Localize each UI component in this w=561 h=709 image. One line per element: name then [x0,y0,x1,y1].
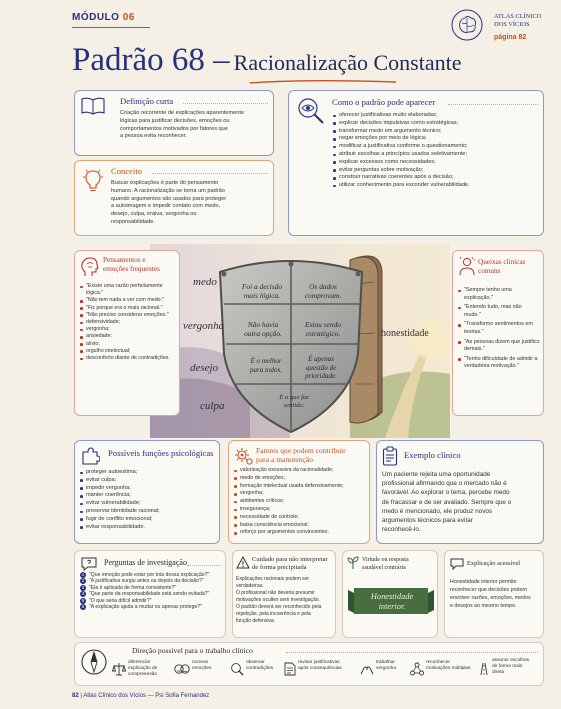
atlas-line-2: DOS VÍCIOS [494,20,530,28]
thoughts-item: desconforto diante de contradições. [80,355,176,362]
factors-title [256,446,346,464]
clipboard-icon [382,446,398,466]
direction-step-2 [174,660,228,684]
module-text: MÓDULO [72,12,120,23]
step-label [128,660,157,677]
question-text: "Que parte da responsabilidade está sendo evitada?" [89,591,210,598]
thoughts-item: "Não tem nada a ver com medo." [80,297,176,304]
explanation-line: Honestidade interior permite [450,579,517,585]
direction-step-4 [284,660,356,684]
page-number-label: página 82 [494,34,527,41]
scale-icon [112,662,126,676]
step-line: compreensão [128,671,158,677]
example-line: Um paciente rejeita uma oportunidade [382,471,491,478]
functions-list [80,469,216,531]
step-label [192,660,211,672]
step-line: diferenciar [128,660,151,665]
appearance-item: utilizar conhecimento para esconder vulnerabilidade. [333,182,541,190]
functions-item: preservar identidade racional; [80,508,216,516]
factors-item: ambientes críticos; [234,498,368,506]
brain-logo-icon [450,8,484,42]
document-icon [284,662,296,676]
factors-item: formação intelectual usada defensivamente; [234,483,368,491]
shield-phrase: Estou sendo estratégico. [305,320,341,338]
word-shame: vergonha [183,320,225,332]
virtue-title-line: saudável contrária [362,564,406,571]
concept-line: desejo, culpa, irraiva, vergonha ou [111,211,197,218]
step-line: explicação de [128,665,158,671]
step-line: vergonha [376,665,397,671]
step-line: contradições [246,665,274,671]
example-title: Exemplo clínico [404,450,461,460]
functions-item: evitar responsabilidade. [80,524,216,532]
question-number: 4 [81,591,85,597]
title-prefix: Padrão 68 – [72,42,230,78]
functions-item: proteger autoestima; [80,469,216,477]
functions-item: evitar vulnerabilidade; [80,500,216,508]
road-icon [478,662,490,676]
compass-icon [80,648,108,676]
complaints-title-line: Queixas clínicas [478,258,526,266]
direction-step-7 [478,658,542,684]
complaints-item: "Entendo tudo, mas não mudo." [458,304,540,319]
explanation-title: Explicação acessível [467,560,521,567]
concept-line: Buscar explicações é parte do pensamento [111,180,219,186]
word-fear: medo [193,276,217,288]
footer-page-number: 82 [72,693,79,699]
example-line: de fracassar e de ser avaliado. Sempre que o [382,498,512,506]
shield-phrase: É o melhor para todos. [250,357,282,374]
step-line: trabalhar [376,660,395,665]
virtue-banner-text [354,592,430,611]
question-number: 1 [81,572,85,577]
step-label [492,658,529,675]
caution-line: função defensiva. [236,618,276,624]
step-line: motivações múltiplas [426,665,471,671]
step-label [426,660,471,672]
concept-text [111,180,271,227]
definition-line: Criação recorrente de explicações aparentemente [120,110,245,116]
functions-item: impedir vergonha; [80,485,216,493]
step-label [376,660,396,672]
thoughts-title-line: emoções frequentes [103,264,160,273]
example-line: reconhecê-lo. [382,526,421,534]
atlas-line-1: ATLAS CLÍNICO [494,13,542,20]
module-underline [72,27,150,28]
complaints-title [478,258,525,275]
virtue-title [362,557,409,572]
thoughts-item: orgulho intelectual; [80,348,176,355]
appearance-item: construir narrativas coerentes após a decisão; [333,174,541,182]
word-guilt: culpa [200,400,225,412]
appearance-rule [448,104,538,105]
appearance-item: evitar perguntas sobre motivação; [333,167,541,175]
complaints-list [458,287,540,371]
complaints-title-line: comuns [478,266,501,275]
example-line: medo é mencionado, ele produz novos [382,507,493,515]
factors-item: valorização excessiva da racionalidade; [234,467,368,475]
head-thoughts-icon [80,256,100,278]
factors-item: insegurança; [234,506,368,514]
step-label [298,660,342,672]
shield-phrase: É apenas questão de prioridade. [305,355,337,381]
complaints-item: "Tenho dificuldade de admitir a verdadeira motivação." [458,356,540,371]
question-number: 6 [81,604,85,610]
example-text [382,470,542,534]
complaints-item: "As pessoas dizem que justifico demais." [458,339,540,354]
step-line: reconhecer [426,660,450,665]
word-honesty: honestidade [381,328,429,339]
concept-rule [152,173,268,174]
caution-title-line: Cuidado para não interpretar [252,556,328,563]
example-line: argumentos técnicos para evitar [382,517,473,525]
title-underline-icon [248,77,398,87]
lightbulb-icon [82,168,104,194]
definition-rule [183,103,268,104]
question-text: "O que seria difícil admitir?" [89,597,152,604]
caution-line: repetição, pela incoerência e pela [236,611,311,617]
factors-item: baixa consciência emocional; [234,522,368,530]
gears-icon [234,446,254,466]
complaints-item: "Sempre tenho uma explicação." [458,287,540,302]
factors-list [234,467,368,537]
appearance-item: explicar excessos como necessidades; [333,159,541,167]
factors-title-line: Fatores que podem contribuir [256,446,346,455]
shield-phrase: Não havia outra opção. [244,320,282,338]
shield-phrase: É o que faz sentido. [279,394,309,409]
direction-step-1 [112,660,170,684]
title-main: Racionalização Constante [233,50,462,75]
caution-line: O padrão deverá ser reconhecido pela [236,604,322,610]
question-item [80,604,224,610]
functions-item: fugir de conflito emocional; [80,516,216,524]
question-number: 3 [81,584,85,590]
thoughts-item: ansiedade; [80,333,176,340]
caution-line: Explicações racionais podem ser verdadeiras. [236,576,310,589]
step-line: emoções [192,665,212,671]
concept-line: quando argumentos são usados para proteger [111,195,227,202]
question-bubble-icon [80,556,98,572]
person-thinking-icon [458,256,476,276]
appearance-title: Como o padrão pode aparecer [332,97,436,107]
thoughts-item: "Não preciso considerar emoções." [80,312,176,319]
eye-magnifier-icon [296,96,326,126]
thoughts-item: "Existe uma razão perfeitamente lógica." [80,283,176,297]
questions-list [80,572,224,610]
step-line: de forma mais [492,663,523,669]
book-icon [80,96,106,116]
step-line: após consequências [298,665,342,671]
thoughts-list [80,283,176,362]
factors-item: vergonha; [234,490,368,498]
page-title [72,42,462,79]
direction-step-5 [360,660,408,684]
questions-rule [187,565,221,566]
functions-item: evitar culpa; [80,477,216,485]
concept-line: humano. A racionalização se torna um padrão [111,187,225,194]
footer-text: | Atlas Clínico dos Vícios — Psi Sofia Fernandez [80,693,210,699]
appearance-list [333,112,541,190]
appearance-item: transformar medo em argumento técnico; [333,128,541,136]
magnifier-icon [230,662,244,676]
definition-line: a pessoa evita reconhecer. [120,133,187,140]
factors-item: reforço por argumentos convincentes. [234,529,368,537]
direction-title: Direção possível para o trabalho clínico [132,646,253,655]
step-line: revisar justificativas [298,660,340,665]
concept-line: responsabilidade. [111,218,155,225]
complaints-item: "Transformo sentimentos em teorias." [458,321,540,336]
thoughts-item: defensividade; [80,319,176,326]
factors-title-line: para a manutenção [256,455,313,464]
virtue-banner-line: interior. [378,601,406,611]
network-icon [410,662,424,676]
thoughts-title-line: Pensamentos e [103,256,146,264]
virtue-title-line: Virtude ou resposta [362,557,409,563]
direction-step-6 [410,660,476,684]
thoughts-item: vergonha; [80,326,176,333]
hands-icon [360,662,374,676]
factors-item: necessidade de controle; [234,514,368,522]
step-line: nomear [192,660,209,665]
thoughts-title [103,256,160,273]
functions-title: Possíveis funções psicológicas [108,448,214,458]
sprout-icon [346,556,360,570]
puzzle-icon [80,446,100,466]
appearance-item: negar emoções por meio de lógica; [333,135,541,143]
chat-icon [450,558,464,570]
question-text: "Que emoção pode estar por trás dessa explicação?" [89,572,210,578]
warning-icon [236,556,250,569]
word-desire: desejo [190,362,219,374]
emotion-faces-icon [174,662,190,676]
step-label [246,660,273,672]
thoughts-item: alívio; [80,341,176,348]
caution-line: O profissional não deveria presumir [236,590,315,596]
appearance-item: modificar a justificativa conforme o questionamento; [333,143,541,151]
example-line: favorável. Ao explorar o tema, percebe medo [382,489,510,497]
module-label [72,12,135,23]
thoughts-item: "Fiz porque era o mais racional." [80,305,176,312]
caution-title-line: de forma precipitada [252,564,307,571]
atlas-name [494,13,541,28]
definition-line: comportamentos motivados por fatores que [120,125,228,132]
direction-rule [286,652,538,653]
page-footer [72,693,209,699]
definition-text [120,110,272,141]
caution-title [252,556,328,572]
question-number: 2 [81,578,85,584]
concept-title: Conceito [111,166,143,176]
caution-text [236,576,334,625]
question-text: "A explicação ajuda a mudar ou apenas protege?" [89,604,202,611]
example-line: profissional afirmando que o mercado não é [382,480,507,488]
caution-line: motivações ocultes sem investigação. [236,597,320,603]
question-number: 5 [81,597,85,603]
question-text: "A justificativa surgiu antes ou depois da decisão?" [89,578,204,585]
explanation-line: envolver razões, emoções, medos [450,595,531,601]
virtue-banner-line: Honestidade [370,592,414,601]
step-line: assumir escolhas [492,658,530,663]
functions-item: manter coerência; [80,492,216,500]
concept-line: a autoimagem e impedir contato com medo, [111,203,221,210]
shield-phrase: Foi a decisão mais lógica. [241,282,283,300]
questions-title: Perguntas de investigação [104,558,187,567]
direction-step-3 [230,660,286,684]
explanation-line: e desejos ao mesmo tempo. [450,603,517,609]
module-number: 06 [122,12,135,23]
definition-line: lógicas para justificar decisões, emoções ou [120,117,230,124]
factors-item: medo de emoções; [234,475,368,483]
step-line: observar [246,660,265,665]
appearance-item: atribuir escolhas a princípios usados seletivamente; [333,151,541,159]
appearance-item: oferecer justificativas muito elaboradas; [333,112,541,120]
question-text: "Ela é aplicada de forma consistente?" [89,584,177,591]
definition-title: Definição curta [120,96,174,106]
shield-phrase: Os dados comprovam. [304,282,342,300]
step-line: direta [492,669,504,675]
appearance-item: explicar decisões impulsivas como estratégicas; [333,120,541,128]
explanation-text [450,578,542,610]
explanation-line: reconhecer que decisões podem [450,587,527,593]
